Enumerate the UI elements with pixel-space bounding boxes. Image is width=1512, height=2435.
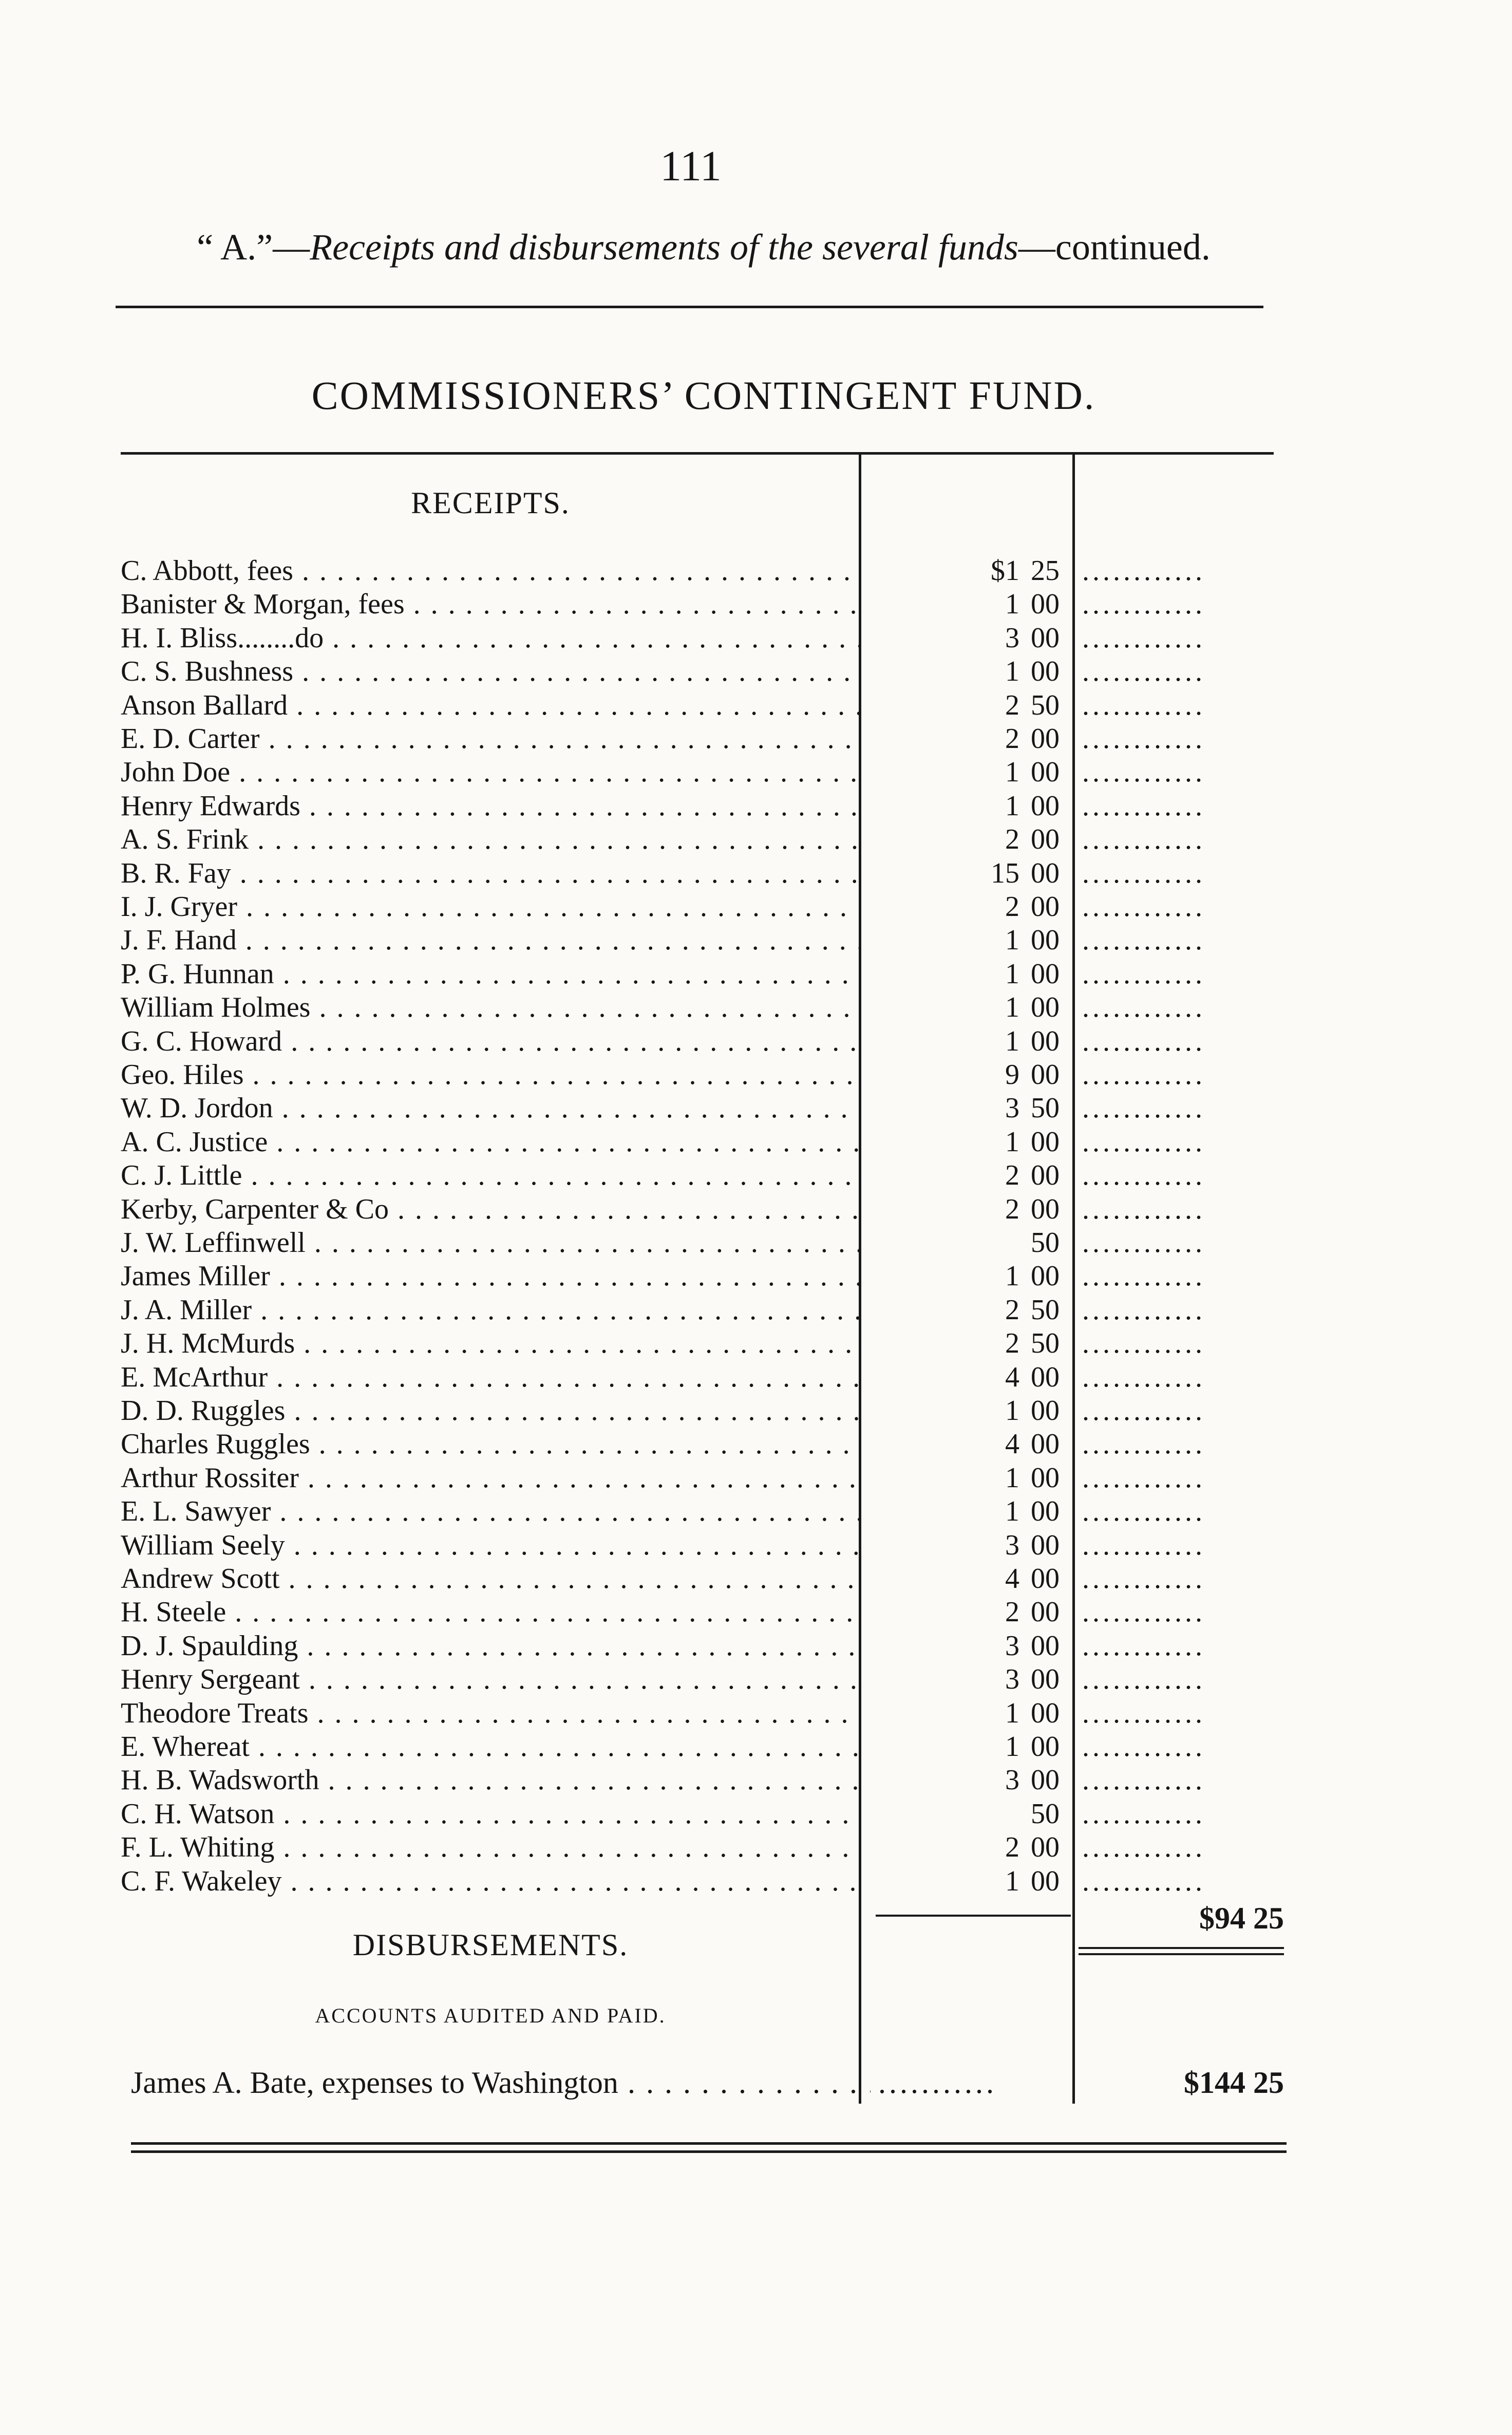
receipt-dollars: 2 — [1005, 891, 1019, 923]
receipt-cents: 00 — [1031, 958, 1060, 990]
receipt-name: Arthur Rossiter . . . — [121, 1461, 860, 1495]
receipt-dollars: 2 — [1005, 1159, 1019, 1191]
leader-dots: ............ — [1082, 1563, 1205, 1595]
receipt-name: C. Abbott, fees . . . — [121, 554, 860, 588]
receipt-name: E. McArthur . . . — [121, 1360, 860, 1394]
receipt-name: P. G. Hunnan . . . — [121, 957, 860, 991]
receipt-dollars: 1 — [1005, 655, 1019, 687]
receipt-cents: 00 — [1031, 1395, 1060, 1427]
bottom-double-rule-bottom — [131, 2150, 1287, 2153]
receipt-dollars: 1 — [1005, 958, 1019, 990]
receipt-cents: 50 — [1031, 1227, 1060, 1259]
leader-dots: ............ — [1082, 1193, 1205, 1225]
receipt-dollars: 1 — [1005, 1865, 1019, 1897]
receipt-cents: 50 — [1031, 1092, 1060, 1124]
receipt-name: H. I. Bliss........do . . . — [121, 621, 860, 655]
leader-dots: ............ — [1082, 891, 1205, 923]
receipt-name: J. W. Leffinwell . . . — [121, 1226, 860, 1260]
receipt-cents: 00 — [1031, 891, 1060, 923]
leader-dots: ............ — [1082, 1462, 1205, 1494]
receipt-dollars: 2 — [1005, 1596, 1019, 1628]
receipt-cents: 00 — [1031, 991, 1060, 1023]
leader-dots: ............ — [1082, 1495, 1205, 1527]
receipt-dollars: 1 — [1005, 1126, 1019, 1158]
receipt-name: I. J. Gryer . . . — [121, 890, 860, 924]
leader-dots: ............ — [1082, 857, 1205, 889]
expense-amount: $144 25 — [1184, 2066, 1284, 2100]
receipt-name: James Miller . . . — [121, 1259, 860, 1293]
receipt-name: B. R. Fay . . . — [121, 856, 860, 890]
receipt-cents: 00 — [1031, 1697, 1060, 1729]
receipt-name: A. C. Justice . . . — [121, 1125, 860, 1159]
leader-dots: ............ — [1082, 689, 1205, 721]
receipt-name: D. J. Spaulding . . . — [121, 1629, 860, 1663]
receipt-dollars: 1 — [1005, 924, 1019, 956]
leader-dots: ............ — [1082, 1294, 1205, 1326]
receipt-name: A. S. Frink . . . — [121, 822, 860, 856]
receipt-dollars: 1 — [1005, 1731, 1019, 1763]
receipts-title: RECEIPTS. — [411, 486, 570, 520]
receipt-dollars: 3 — [1005, 1630, 1019, 1662]
receipt-cents: 00 — [1031, 1193, 1060, 1225]
receipt-dollars: 3 — [1005, 622, 1019, 654]
leader-dots: ............ — [1082, 1092, 1205, 1124]
receipt-cents: 00 — [1031, 823, 1060, 855]
receipt-cents: 00 — [1031, 588, 1060, 620]
receipt-name: Theodore Treats . . . — [121, 1696, 860, 1730]
receipt-name: Geo. Hiles . . . — [121, 1058, 860, 1092]
receipt-name: E. L. Sawyer . . . — [121, 1494, 860, 1528]
receipt-cents: 50 — [1031, 689, 1060, 721]
leader-dots: ............ — [1082, 655, 1205, 687]
leader-dots: ............ — [1082, 1697, 1205, 1729]
leader-dots: ............ — [1082, 723, 1205, 755]
receipt-cents: 00 — [1031, 1563, 1060, 1595]
receipt-name: Henry Sergeant . . . — [121, 1662, 860, 1696]
receipt-dollars: $1 — [991, 555, 1019, 587]
receipt-cents: 00 — [1031, 790, 1060, 822]
leader-dots: ............ — [1082, 1764, 1205, 1796]
total-double-rule-top — [1079, 1947, 1284, 1949]
leader-dots: ............ — [1082, 1731, 1205, 1763]
receipt-dollars: 4 — [1005, 1563, 1019, 1595]
receipt-cents: 00 — [1031, 1126, 1060, 1158]
receipt-name: H. B. Wadsworth . . . — [121, 1763, 860, 1797]
leader-dots: ............ — [1082, 1327, 1205, 1359]
receipt-name: Anson Ballard . . . — [121, 688, 860, 722]
page-heading — [116, 226, 1292, 269]
receipt-dollars: 3 — [1005, 1663, 1019, 1695]
receipt-dollars: 1 — [1005, 1495, 1019, 1527]
receipt-dollars: 3 — [1005, 1092, 1019, 1124]
receipt-cents: 00 — [1031, 723, 1060, 755]
receipt-cents: 00 — [1031, 1428, 1060, 1460]
receipt-cents: 00 — [1031, 1462, 1060, 1494]
receipt-dollars: 9 — [1005, 1059, 1019, 1091]
receipt-dollars: 2 — [1005, 1831, 1019, 1863]
fund-title: COMMISSIONERS’ CONTINGENT FUND. — [311, 373, 1096, 418]
receipt-dollars: 1 — [1005, 991, 1019, 1023]
receipt-cents: 00 — [1031, 924, 1060, 956]
receipt-cents: 25 — [1031, 555, 1060, 587]
receipt-cents: 00 — [1031, 1361, 1060, 1393]
receipt-dollars: 1 — [1005, 1697, 1019, 1729]
receipt-dollars: 2 — [1005, 1193, 1019, 1225]
receipt-cents: 00 — [1031, 1260, 1060, 1292]
receipt-name: E. D. Carter . . . — [121, 722, 860, 756]
receipt-name: F. L. Whiting . . . — [121, 1830, 860, 1864]
leader-dots: ............ — [1082, 1428, 1205, 1460]
receipt-cents: 00 — [1031, 1865, 1060, 1897]
receipt-dollars: 1 — [1005, 756, 1019, 788]
receipt-cents: 00 — [1031, 1159, 1060, 1191]
receipt-name: Banister & Morgan, fees . . . — [121, 587, 860, 621]
receipt-name: H. Steele . . . — [121, 1595, 860, 1629]
receipt-dollars: 1 — [1005, 1395, 1019, 1427]
receipt-dollars: 15 — [991, 857, 1019, 889]
receipt-name: William Holmes . . . — [121, 990, 860, 1024]
leader-dots: ............ — [1082, 1059, 1205, 1091]
receipt-dollars: 3 — [1005, 1764, 1019, 1796]
receipt-dollars: 2 — [1005, 1327, 1019, 1359]
leader-dots: ............ — [1082, 790, 1205, 822]
leader-dots: ............ — [1082, 1395, 1205, 1427]
receipt-cents: 00 — [1031, 1596, 1060, 1628]
receipt-name: Kerby, Carpenter & Co . . . — [121, 1192, 860, 1226]
receipt-name: William Seely . . . — [121, 1528, 860, 1562]
receipt-name: J. H. McMurds . . . — [121, 1326, 860, 1360]
receipt-cents: 00 — [1031, 1025, 1060, 1057]
receipt-cents: 00 — [1031, 1663, 1060, 1695]
receipt-cents: 00 — [1031, 1630, 1060, 1662]
receipt-name: J. A. Miller . . . — [121, 1293, 860, 1327]
heading-italic-title: Receipts and disbursements of the several funds — [310, 227, 1018, 268]
leader-dots: ............ — [1082, 1126, 1205, 1158]
receipt-dollars: 2 — [1005, 689, 1019, 721]
leader-dots: ............ — [1082, 555, 1205, 587]
receipt-dollars: 2 — [1005, 723, 1019, 755]
disbursements-title: DISBURSEMENTS. — [352, 1928, 629, 1962]
receipt-name: E. Whereat . . . — [121, 1730, 860, 1764]
receipt-cents: 50 — [1031, 1798, 1060, 1830]
expense-description: James A. Bate, expenses to Washington . . . — [131, 2065, 871, 2101]
leader-dots: ............ — [1082, 991, 1205, 1023]
receipt-dollars: 4 — [1005, 1428, 1019, 1460]
receipt-name: Andrew Scott . . . — [121, 1562, 860, 1596]
receipt-cents: 00 — [1031, 1764, 1060, 1796]
leader-dots: ............ — [1082, 1529, 1205, 1561]
receipt-dollars: 2 — [1005, 1294, 1019, 1326]
leader-dots: ............ — [1082, 1798, 1205, 1830]
leader-dots: ............ — [1082, 924, 1205, 956]
leader-dots: ............ — [1082, 958, 1205, 990]
receipt-cents: 00 — [1031, 1831, 1060, 1863]
table-top-rule — [121, 452, 1274, 455]
receipt-name: John Doe . . . — [121, 755, 860, 789]
receipt-dollars: 1 — [1005, 588, 1019, 620]
receipt-name: W. D. Jordon . . . — [121, 1091, 860, 1125]
receipt-cents: 00 — [1031, 1731, 1060, 1763]
receipt-cents: 50 — [1031, 1294, 1060, 1326]
leader-dots: ............ — [1082, 1260, 1205, 1292]
heading-rule — [116, 306, 1263, 308]
receipt-name: G. C. Howard . . . — [121, 1024, 860, 1058]
receipt-name: C. J. Little . . . — [121, 1158, 860, 1192]
receipt-name: C. F. Wakeley . . . — [121, 1864, 860, 1898]
leader-dots: ............ — [1082, 756, 1205, 788]
receipt-name: D. D. Ruggles . . . — [121, 1394, 860, 1428]
receipt-name: C. S. Bushness . . . — [121, 654, 860, 688]
receipt-cents: 00 — [1031, 1529, 1060, 1561]
receipt-dollars: 1 — [1005, 1462, 1019, 1494]
receipts-total: $94 25 — [1199, 1901, 1284, 1935]
leader-dots: ............ — [1082, 588, 1205, 620]
total-double-rule-bottom — [1079, 1953, 1284, 1955]
leader-dots: ............ — [1082, 1227, 1205, 1259]
accounts-subhead: ACCOUNTS AUDITED AND PAID. — [315, 2004, 666, 2027]
receipt-name: Henry Edwards . . . — [121, 789, 860, 823]
receipt-dollars: 3 — [1005, 1529, 1019, 1561]
receipt-dollars: 1 — [1005, 1025, 1019, 1057]
leader-dots: ............ — [1082, 1865, 1205, 1897]
leader-dots: ............ — [1082, 1831, 1205, 1863]
leader-dots: ............ — [1082, 622, 1205, 654]
receipt-name: J. F. Hand . . . — [121, 923, 860, 957]
leader-dots: ............ — [1082, 1361, 1205, 1393]
receipt-dollars: 4 — [1005, 1361, 1019, 1393]
receipt-name: Charles Ruggles . . . — [121, 1427, 860, 1461]
receipt-cents: 00 — [1031, 655, 1060, 687]
receipt-cents: 00 — [1031, 857, 1060, 889]
subtotal-rule — [876, 1915, 1071, 1917]
receipt-dollars: 2 — [1005, 823, 1019, 855]
leader-dots: ............ — [1082, 823, 1205, 855]
expense-leader-dots: ........... — [878, 2066, 997, 2100]
leader-dots: ............ — [1082, 1596, 1205, 1628]
receipt-dollars: 1 — [1005, 1260, 1019, 1292]
heading-prefix: “ A.”— — [197, 227, 310, 268]
receipt-dollars: 1 — [1005, 790, 1019, 822]
heading-suffix: —continued. — [1018, 227, 1211, 268]
receipt-name: C. H. Watson . . . — [121, 1797, 860, 1831]
receipt-cents: 00 — [1031, 1059, 1060, 1091]
bottom-double-rule-top — [131, 2142, 1287, 2145]
leader-dots: ............ — [1082, 1025, 1205, 1057]
leader-dots: ............ — [1082, 1630, 1205, 1662]
receipt-cents: 00 — [1031, 756, 1060, 788]
leader-dots: ............ — [1082, 1159, 1205, 1191]
receipt-cents: 00 — [1031, 1495, 1060, 1527]
receipt-cents: 00 — [1031, 622, 1060, 654]
receipt-cents: 50 — [1031, 1327, 1060, 1359]
page-number: 111 — [660, 142, 722, 190]
leader-dots: ............ — [1082, 1663, 1205, 1695]
